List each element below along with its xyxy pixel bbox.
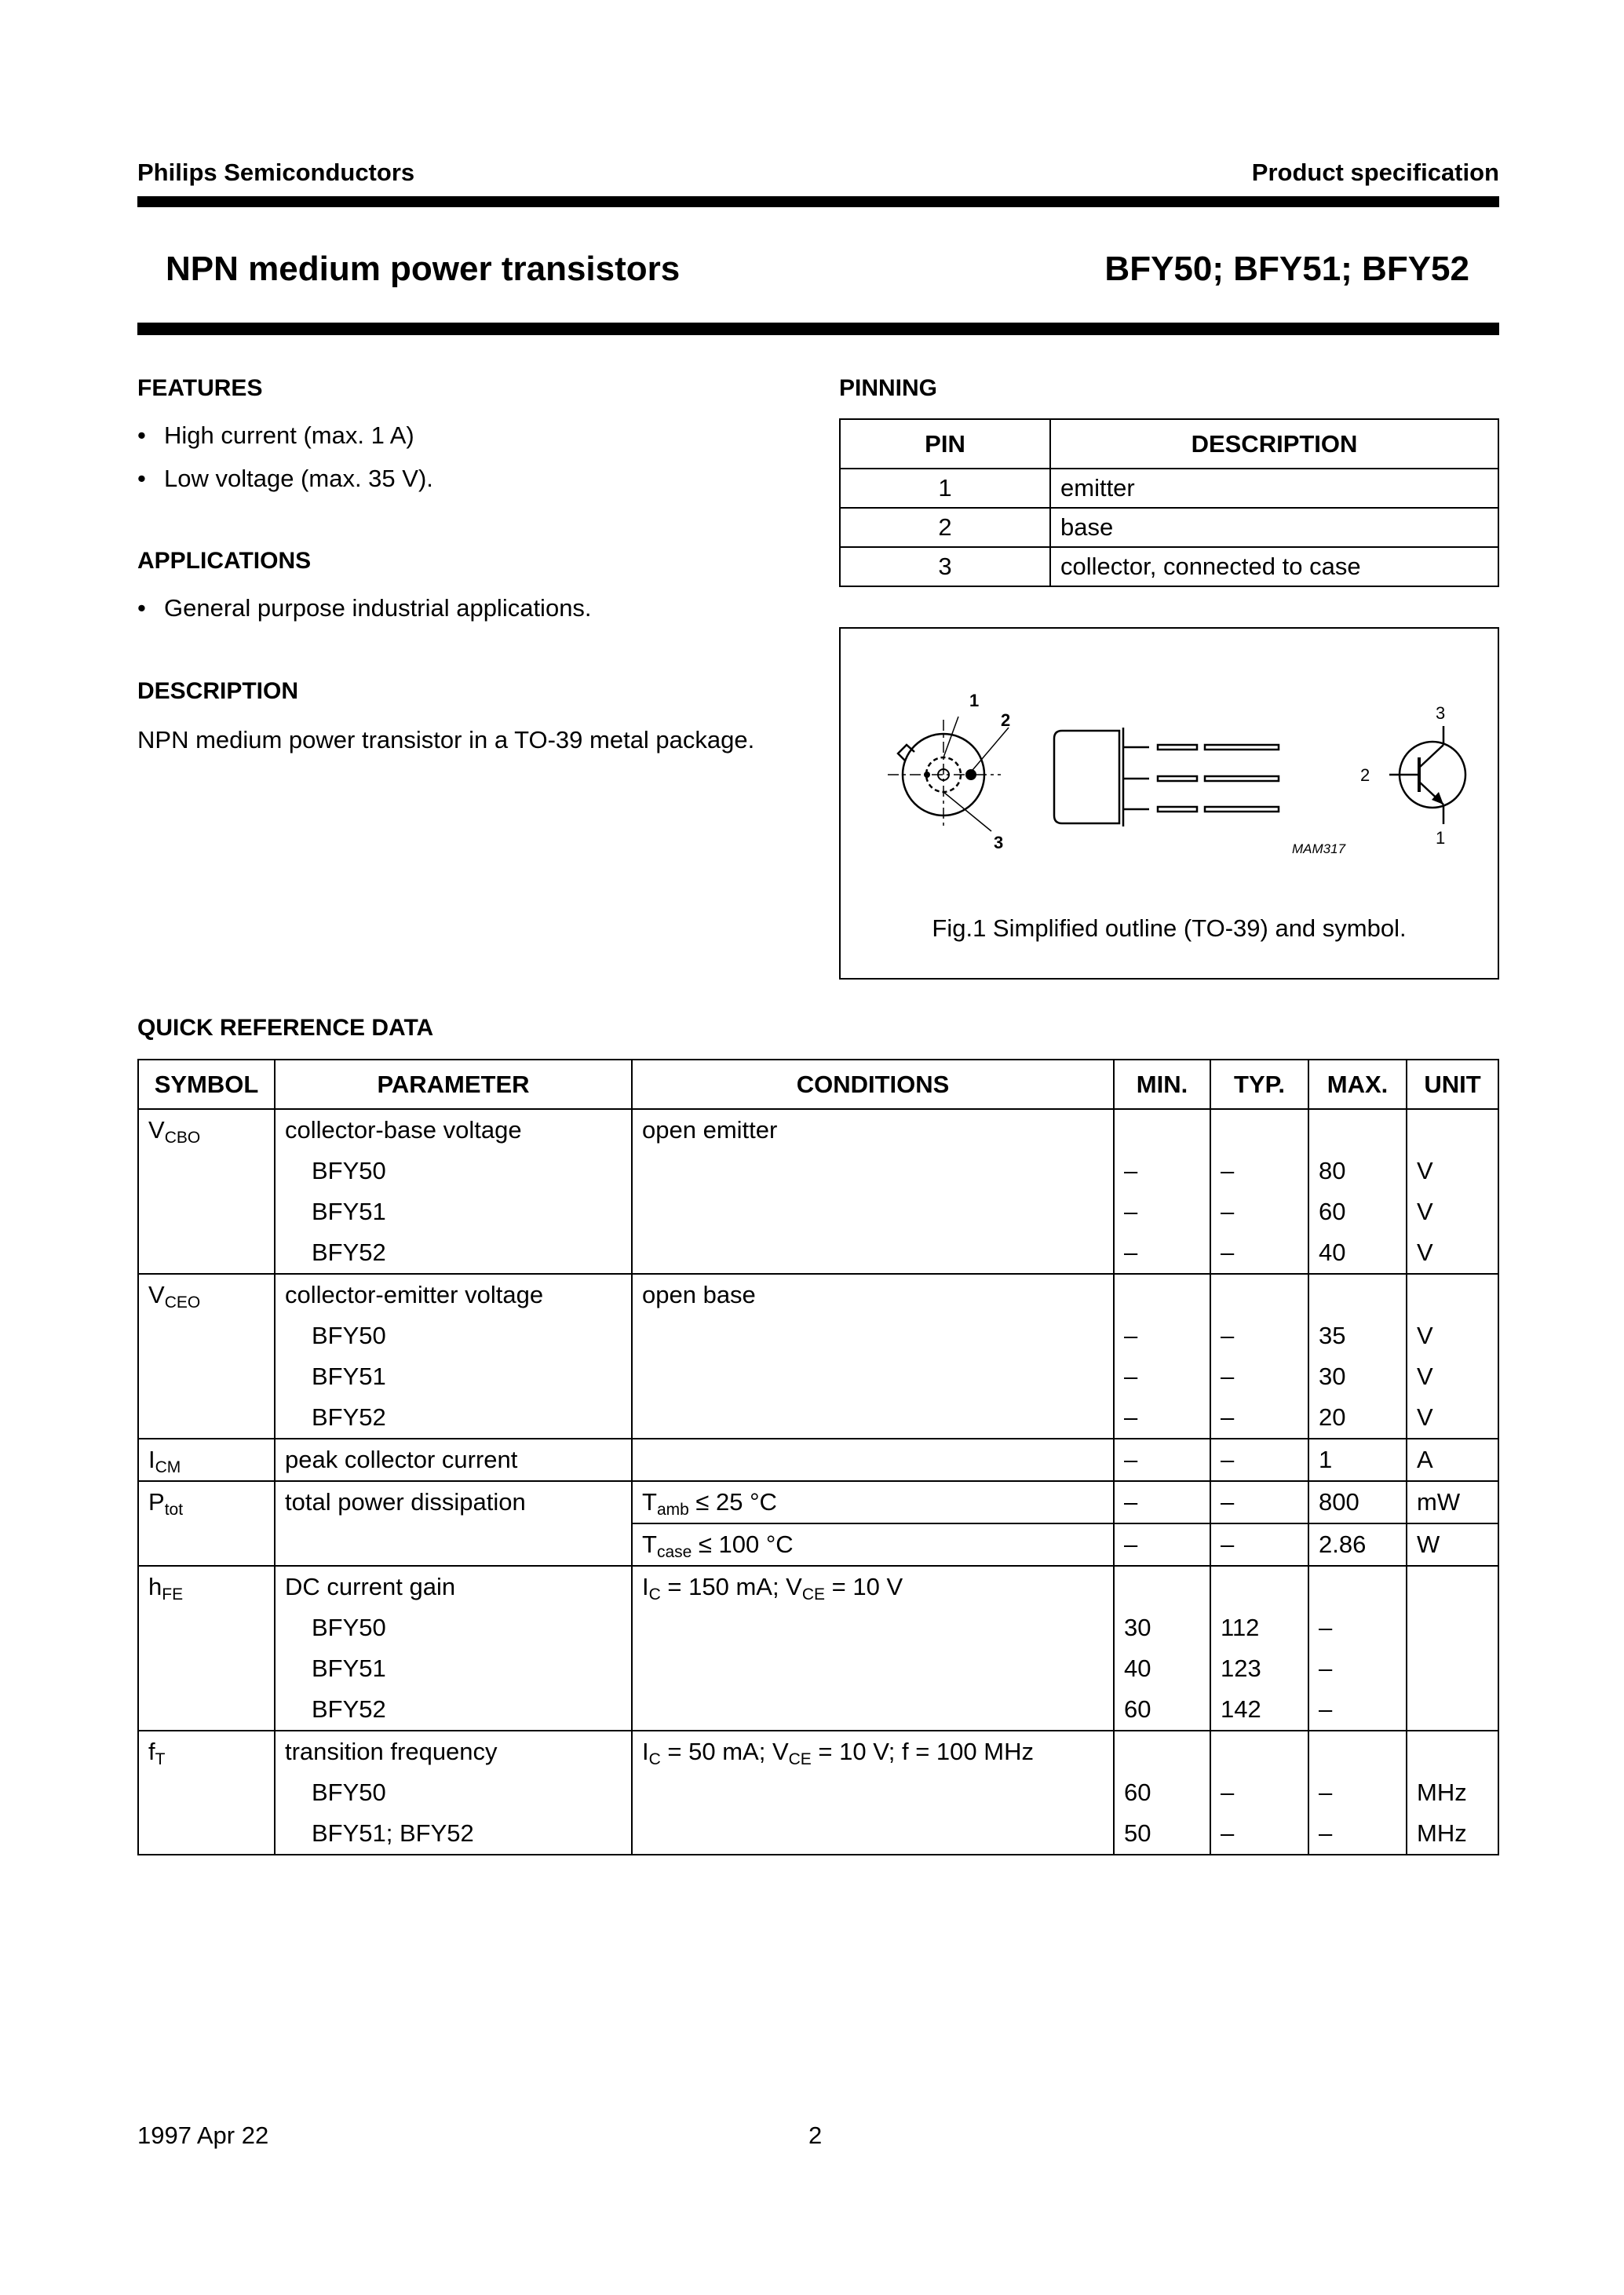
page-number: 2: [808, 2122, 823, 2149]
parameter-cell: total power dissipation: [275, 1481, 632, 1523]
variant-cell: BFY51: [275, 1356, 632, 1397]
min-cell: 30: [1114, 1607, 1210, 1648]
table-header-row: [138, 1060, 1498, 1109]
max-cell: 2.86: [1308, 1523, 1407, 1566]
document-type: Product specification: [1251, 159, 1499, 186]
description-text: NPN medium power transistor in a TO-39 metal package.: [137, 726, 755, 753]
typ-cell: –: [1210, 1151, 1308, 1191]
application-item: • General purpose industrial applications.: [137, 594, 592, 622]
pinning-heading: PINNING: [839, 375, 938, 401]
variant-cell: BFY52: [275, 1397, 632, 1439]
table-row: [138, 1315, 1498, 1356]
unit-cell: mW: [1407, 1481, 1498, 1523]
variant-cell: BFY51; BFY52: [275, 1813, 632, 1855]
min-cell: –: [1114, 1232, 1210, 1274]
variant-cell: BFY50: [275, 1151, 632, 1191]
footer-date: 1997 Apr 22: [137, 2122, 269, 2149]
lead: [1158, 745, 1197, 750]
unit-cell: V: [1407, 1397, 1498, 1439]
package-side-view: [1054, 731, 1119, 823]
pin-number: 2: [840, 508, 1050, 547]
max-cell: 1: [1308, 1439, 1407, 1481]
table-row: [138, 1481, 1498, 1523]
symbol-cell: $P_{tot}$: [138, 1481, 275, 1523]
table-row: [138, 1232, 1498, 1274]
unit-cell: V: [1407, 1232, 1498, 1274]
symbol-cell: $V_{CBO}$: [138, 1109, 275, 1151]
lead: [1158, 807, 1197, 812]
min-cell: –: [1114, 1397, 1210, 1439]
lead: [1205, 807, 1279, 812]
table-row: [138, 1397, 1498, 1439]
conditions-cell: open emitter: [632, 1109, 1114, 1151]
typ-cell: –: [1210, 1523, 1308, 1566]
pin-description: collector, connected to case: [1050, 547, 1498, 586]
part-numbers: BFY50; BFY51; BFY52: [1104, 250, 1469, 288]
parameter-cell: DC current gain: [275, 1566, 632, 1607]
figure-caption: Fig.1 Simplified outline (TO-39) and symbol.: [932, 914, 1407, 942]
unit-cell: MHz: [1407, 1772, 1498, 1813]
lead: [1158, 776, 1197, 781]
unit-cell: MHz: [1407, 1813, 1498, 1855]
description-heading: DESCRIPTION: [137, 678, 299, 704]
symbol-pin-label: 2: [1360, 765, 1370, 785]
features-heading: FEATURES: [137, 375, 263, 401]
min-cell: –: [1114, 1523, 1210, 1566]
symbol-pin-label: 1: [1436, 828, 1446, 848]
max-cell: 60: [1308, 1191, 1407, 1232]
pin-description: base: [1050, 508, 1498, 547]
page-title: NPN medium power transistors: [166, 250, 681, 288]
min-cell: –: [1114, 1481, 1210, 1523]
variant-cell: BFY51: [275, 1191, 632, 1232]
min-cell: –: [1114, 1191, 1210, 1232]
pin-number: 3: [840, 547, 1050, 586]
typ-cell: –: [1210, 1481, 1308, 1523]
lead: [1205, 776, 1279, 781]
unit-column-header: UNIT: [1407, 1060, 1498, 1109]
table-row: [138, 1648, 1498, 1689]
feature-item: • Low voltage (max. 35 V).: [137, 465, 433, 492]
max-cell: 80: [1308, 1151, 1407, 1191]
max-cell: 800: [1308, 1481, 1407, 1523]
table-row: [138, 1191, 1498, 1232]
max-cell: 40: [1308, 1232, 1407, 1274]
symbol-cell: $h_{FE}$: [138, 1566, 275, 1607]
unit-cell: V: [1407, 1315, 1498, 1356]
typ-cell: –: [1210, 1232, 1308, 1274]
variant-cell: BFY52: [275, 1232, 632, 1274]
qrd-heading: QUICK REFERENCE DATA: [137, 1015, 434, 1041]
outline-pin-label: 3: [994, 833, 1004, 852]
max-column-header: MAX.: [1308, 1060, 1407, 1109]
typ-cell: –: [1210, 1191, 1308, 1232]
unit-cell: [1407, 1607, 1498, 1648]
unit-cell: V: [1407, 1191, 1498, 1232]
pinning-table: [839, 418, 1499, 587]
variant-cell: BFY51: [275, 1648, 632, 1689]
table-row: [138, 1607, 1498, 1648]
conditions-cell: $I_C = 150$ mA; $V_{CE} = 10$ V: [632, 1566, 1114, 1607]
unit-cell: V: [1407, 1151, 1498, 1191]
min-cell: 60: [1114, 1772, 1210, 1813]
symbol-cell: $I_{CM}$: [138, 1439, 275, 1481]
header-rule: [137, 196, 1499, 207]
table-row: [840, 469, 1498, 508]
table-row: [138, 1813, 1498, 1855]
description-column-header: DESCRIPTION: [1050, 419, 1498, 469]
parameter-cell: collector-emitter voltage: [275, 1274, 632, 1315]
outline-pin-label: 2: [1001, 710, 1011, 730]
unit-cell: W: [1407, 1523, 1498, 1566]
company-name: Philips Semiconductors: [137, 159, 415, 186]
typ-cell: –: [1210, 1397, 1308, 1439]
table-row: [138, 1772, 1498, 1813]
figure-code: MAM317: [1292, 841, 1346, 856]
symbol-column-header: SYMBOL: [138, 1060, 275, 1109]
variant-cell: BFY50: [275, 1772, 632, 1813]
typ-cell: –: [1210, 1315, 1308, 1356]
typ-column-header: TYP.: [1210, 1060, 1308, 1109]
max-cell: –: [1308, 1689, 1407, 1731]
table-row: [138, 1731, 1498, 1772]
min-cell: –: [1114, 1439, 1210, 1481]
symbol-pin-label: 3: [1436, 703, 1446, 723]
table-row: [138, 1109, 1498, 1151]
symbol-cell: $V_{CEO}$: [138, 1274, 275, 1315]
parameter-cell: peak collector current: [275, 1439, 632, 1481]
conditions-cell: $T_{case} \le 100$ °C: [632, 1523, 1114, 1566]
variant-cell: BFY50: [275, 1315, 632, 1356]
unit-cell: A: [1407, 1439, 1498, 1481]
min-cell: 60: [1114, 1689, 1210, 1731]
parameter-cell: collector-base voltage: [275, 1109, 632, 1151]
table-row: [138, 1689, 1498, 1731]
pin-column-header: PIN: [840, 419, 1050, 469]
applications-heading: APPLICATIONS: [137, 548, 312, 574]
max-cell: –: [1308, 1772, 1407, 1813]
quick-reference-table: [137, 1059, 1499, 1855]
typ-cell: –: [1210, 1356, 1308, 1397]
min-cell: –: [1114, 1356, 1210, 1397]
feature-item: • High current (max. 1 A): [137, 421, 414, 449]
max-cell: 20: [1308, 1397, 1407, 1439]
parameter-cell: transition frequency: [275, 1731, 632, 1772]
unit-cell: V: [1407, 1356, 1498, 1397]
outline-pin-label: 1: [969, 691, 980, 710]
unit-cell: [1407, 1689, 1498, 1731]
typ-cell: –: [1210, 1439, 1308, 1481]
typ-cell: 142: [1210, 1689, 1308, 1731]
min-column-header: MIN.: [1114, 1060, 1210, 1109]
typ-cell: 123: [1210, 1648, 1308, 1689]
title-rule: [137, 323, 1499, 335]
table-row: [138, 1274, 1498, 1315]
figure-box: [839, 627, 1499, 980]
to39-outline-figure: [841, 629, 1498, 896]
min-cell: 40: [1114, 1648, 1210, 1689]
pin-description: emitter: [1050, 469, 1498, 508]
conditions-cell: $T_{amb} \le 25$ °C: [632, 1481, 1114, 1523]
lead: [1205, 745, 1279, 750]
conditions-column-header: CONDITIONS: [632, 1060, 1114, 1109]
unit-cell: [1407, 1648, 1498, 1689]
max-cell: –: [1308, 1813, 1407, 1855]
table-row: [138, 1439, 1498, 1481]
max-cell: –: [1308, 1607, 1407, 1648]
variant-cell: BFY50: [275, 1607, 632, 1648]
table-row: [840, 508, 1498, 547]
max-cell: –: [1308, 1648, 1407, 1689]
table-row: [138, 1151, 1498, 1191]
parameter-column-header: PARAMETER: [275, 1060, 632, 1109]
min-cell: –: [1114, 1151, 1210, 1191]
table-row: [138, 1356, 1498, 1397]
max-cell: 30: [1308, 1356, 1407, 1397]
pin-number: 1: [840, 469, 1050, 508]
max-cell: 35: [1308, 1315, 1407, 1356]
table-row: [138, 1523, 1498, 1566]
table-row: [840, 547, 1498, 586]
typ-cell: –: [1210, 1813, 1308, 1855]
typ-cell: 112: [1210, 1607, 1308, 1648]
variant-cell: BFY52: [275, 1689, 632, 1731]
conditions-cell: open base: [632, 1274, 1114, 1315]
min-cell: 50: [1114, 1813, 1210, 1855]
conditions-cell: $I_C = 50$ mA; $V_{CE} = 10$ V; f = 100 MHz: [632, 1731, 1114, 1772]
min-cell: –: [1114, 1315, 1210, 1356]
table-row: [138, 1566, 1498, 1607]
symbol-cell: $f_T$: [138, 1731, 275, 1772]
typ-cell: –: [1210, 1772, 1308, 1813]
